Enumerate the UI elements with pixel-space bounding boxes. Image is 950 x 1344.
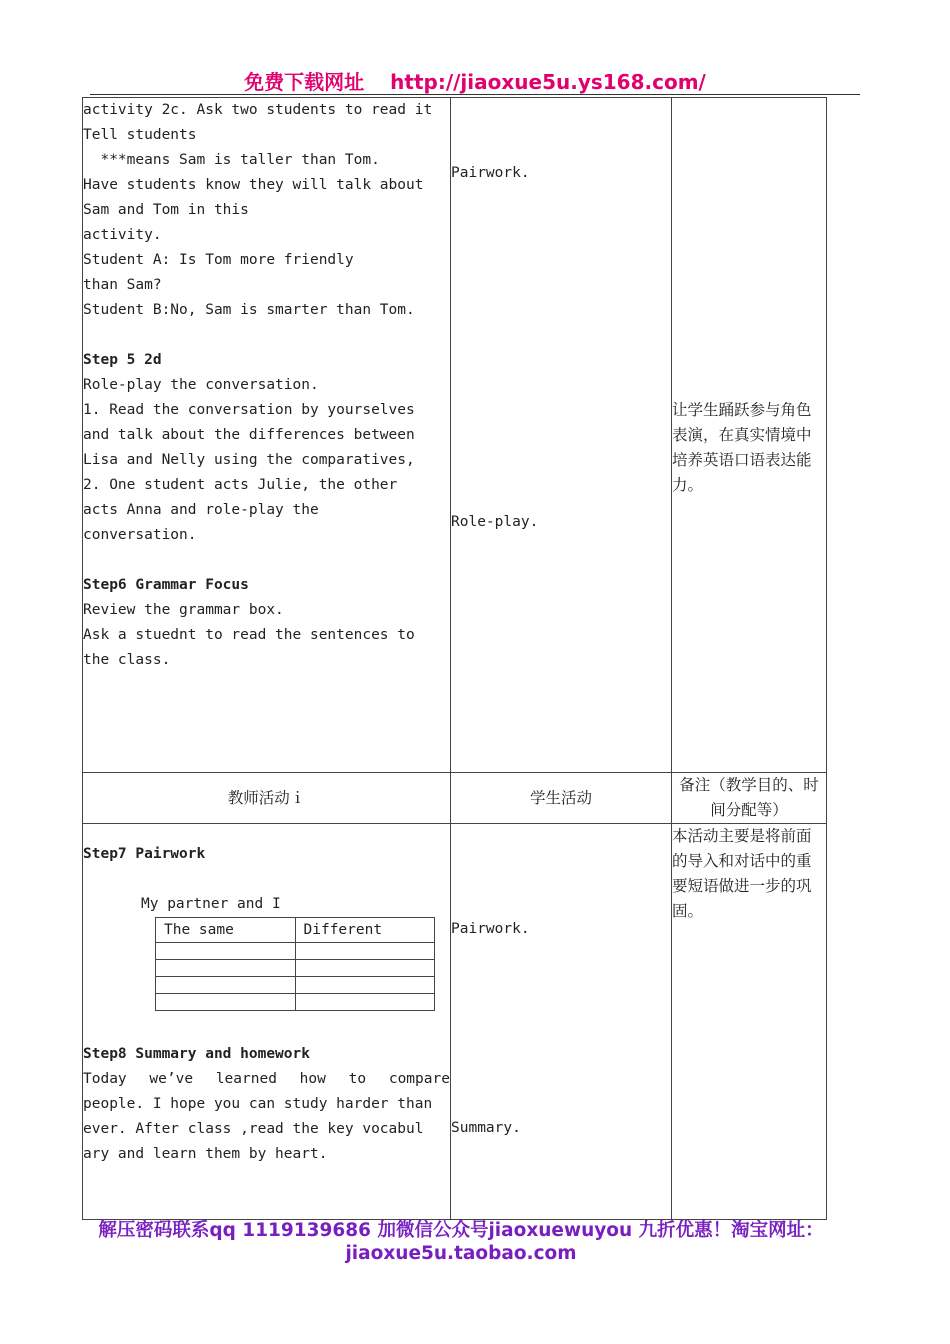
text-line: Student B:No, Sam is smarter than Tom. — [83, 302, 415, 318]
header-url-link[interactable]: http://jiaoxue5u.ys168.com/ — [390, 70, 706, 94]
section2-row — [83, 824, 827, 1220]
text-line: Sam and Tom in this — [83, 202, 249, 218]
table-cell[interactable] — [295, 943, 435, 960]
student-activity-header: 学生活动 — [451, 773, 672, 824]
page-header — [0, 66, 950, 95]
lesson-plan-table — [82, 97, 827, 1220]
text-line: people. I hope you can study harder than — [83, 1096, 433, 1112]
section1-note-cell — [672, 98, 827, 773]
page-footer: 解压密码联系qq 1119139686 加微信公众号jiaoxuewuyou 九折优惠！淘宝网址：jiaoxue5u.taobao.com — [98, 1220, 824, 1264]
student-pairwork-text: Pairwork. — [451, 165, 530, 181]
text-line: ary and learn them by heart. — [83, 1146, 328, 1162]
teacher-activity-text — [83, 98, 450, 673]
table-cell[interactable] — [295, 977, 435, 994]
step7-heading: Step7 Pairwork — [83, 846, 206, 862]
text-line: and talk about the differences between — [83, 427, 415, 443]
section1-teacher-cell — [83, 98, 451, 773]
step6-heading: Step6 Grammar Focus — [83, 577, 249, 593]
table-cell[interactable] — [156, 960, 296, 977]
step5-heading: Step 5 2d — [83, 352, 162, 368]
header-divider — [90, 94, 860, 95]
section1-row — [83, 98, 827, 773]
student-summary-text: Summary. — [451, 1120, 521, 1136]
same-different-table — [155, 917, 435, 1011]
table-header-different: Different — [295, 918, 435, 943]
text-line: Role-play the conversation. — [83, 377, 319, 393]
text-line: Tell students — [83, 127, 197, 143]
text-line: conversation. — [83, 527, 197, 543]
section2-note-cell — [672, 824, 827, 1220]
text-line: than Sam? — [83, 277, 162, 293]
text-line: Lisa and Nelly using the comparatives, — [83, 452, 415, 468]
text-line: activity 2c. Ask two students to read it — [83, 102, 433, 118]
teacher-activity-header: 教师活动ｉ — [83, 773, 451, 824]
table-cell[interactable] — [156, 994, 296, 1011]
table-cell[interactable] — [156, 977, 296, 994]
text-line: ever. After class ,read the key vocabul — [83, 1121, 424, 1137]
table-cell[interactable] — [295, 994, 435, 1011]
text-line: Student A: Is Tom more friendly — [83, 252, 354, 268]
text-line: 1. Read the conversation by yourselves — [83, 402, 415, 418]
column-header-row — [83, 773, 827, 824]
text-line: acts Anna and role-play the — [83, 502, 319, 518]
section2-student-cell — [451, 824, 672, 1220]
section2-teacher-cell — [83, 824, 451, 1220]
table-cell[interactable] — [295, 960, 435, 977]
student-roleplay-text: Role-play. — [451, 514, 539, 530]
text-line: Today we’ve learned how to compare — [83, 1071, 450, 1087]
text-line: activity. — [83, 227, 162, 243]
header-label: 免费下载网址 — [244, 70, 365, 94]
student-pairwork-text: Pairwork. — [451, 921, 530, 937]
text-line: the class. — [83, 652, 171, 668]
notes-header: 备注（教学目的、时间分配等） — [672, 773, 827, 824]
table-header-same: The same — [156, 918, 296, 943]
section1-note-text: 让学生踊跃参与角色表演，在真实情境中培养英语口语表达能力。 — [672, 401, 812, 494]
partner-label: My partner and I — [141, 896, 281, 912]
text-line: 2. One student acts Julie, the other — [83, 477, 398, 493]
table-cell[interactable] — [156, 943, 296, 960]
text-line: Ask a stuednt to read the sentences to — [83, 627, 415, 643]
section1-student-cell — [451, 98, 672, 773]
text-line: Have students know they will talk about — [83, 177, 424, 193]
section2-note-text: 本活动主要是将前面的导入和对话中的重要短语做进一步的巩固。 — [672, 827, 812, 920]
text-line: Review the grammar box. — [83, 602, 284, 618]
text-line: ***means Sam is taller than Tom. — [83, 152, 380, 168]
step8-heading: Step8 Summary and homework — [83, 1046, 310, 1062]
